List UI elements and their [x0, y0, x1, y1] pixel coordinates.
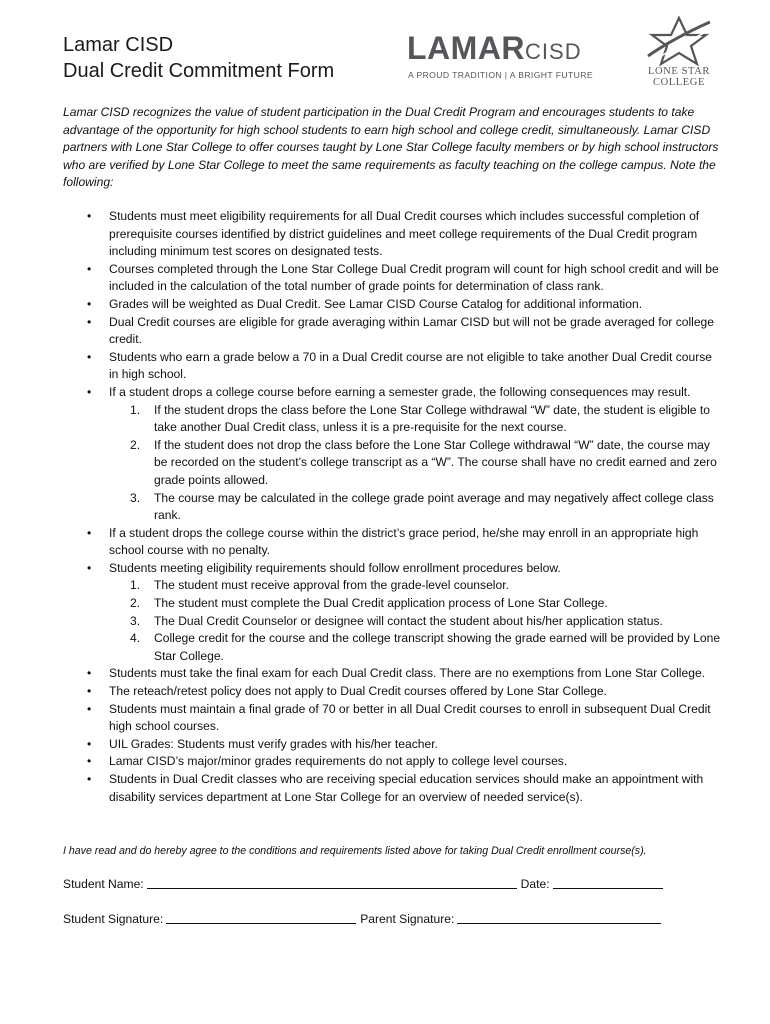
sub-list-text: College credit for the course and the college transcript showing the grade earned will be provided by Lone Star College. — [154, 631, 721, 663]
list-item-text: If a student drops the college course within the district’s grace period, he/she may enroll in an appropriate high school course with no penalty. — [109, 525, 699, 558]
sub-list — [109, 402, 723, 525]
bullet-icon: • — [87, 296, 92, 311]
lamar-cisd-logo — [407, 30, 607, 82]
student-name-row — [63, 876, 667, 891]
date-label: Date: — [520, 877, 550, 891]
bullet-icon: • — [87, 209, 92, 223]
bullet-icon: • — [87, 349, 92, 364]
list-item — [63, 314, 723, 349]
list-item-text: Students must meet eligibility requirements for all Dual Credit courses which includes successful completion of prerequisite courses identified by district guidelines and meet college requirements of the Dual Credit program including minimum test scores on designated tests. — [109, 209, 700, 259]
requirements-list — [63, 208, 723, 806]
list-item-text: Courses completed through the Lone Star College Dual Credit program will count for high school credit and will be included in the calculation of the total number of grade points for determination of class rank. — [109, 261, 719, 294]
student-name-field[interactable] — [147, 876, 517, 889]
lamar-tagline: A PROUD TRADITION | A BRIGHT FUTURE — [408, 70, 593, 80]
date-field[interactable] — [553, 876, 663, 889]
title-line-2: Dual Credit Commitment Form — [63, 60, 335, 82]
list-item-text: Students in Dual Credit classes who are receiving special education services should make an appointment with disability services department at Lone Star College for an overview of needed service(s). — [109, 772, 704, 804]
list-item — [63, 208, 723, 261]
lamar-wordmark-big: LAMAR — [407, 30, 526, 66]
sub-list-number: 2. — [130, 437, 141, 452]
list-item-text: Students must take the final exam for each Dual Credit class. There are no exemptions from Lone Star College. — [109, 666, 706, 681]
lone-star-college-logo — [636, 16, 722, 88]
bullet-icon: • — [87, 666, 92, 681]
agreement-statement: I have read and do hereby agree to the conditions and requirements listed above for taking Dual Credit enrollment course(s). — [63, 845, 647, 857]
sub-list-text: If the student drops the class before the Lone Star College withdrawal “W” date, the student is eligible to take another Dual Credit class, unless it is a pre-requisite for the next course. — [154, 402, 710, 435]
bullet-icon: • — [87, 261, 92, 276]
list-item-text: Students must maintain a final grade of 70 or better in all Dual Credit courses to enroll in subsequent Dual Credit high school courses. — [109, 701, 711, 734]
list-item — [63, 683, 723, 701]
bullet-icon: • — [87, 314, 92, 329]
list-item-text: Grades will be weighted as Dual Credit. See Lamar CISD Course Catalog for additional information. — [109, 296, 643, 311]
list-item-text: The reteach/retest policy does not apply to Dual Credit courses offered by Lone Star College. — [109, 684, 607, 699]
list-item — [63, 296, 723, 314]
sub-list-number: 4. — [130, 631, 141, 646]
sub-list-item — [63, 437, 723, 490]
bullet-icon: • — [87, 525, 92, 540]
sub-list-item — [63, 630, 723, 665]
list-item — [63, 349, 723, 384]
lamar-wordmark-small: CISD — [525, 39, 582, 64]
sub-list-number: 1. — [130, 402, 141, 417]
sub-list — [109, 577, 723, 665]
list-item — [63, 753, 723, 771]
sub-list-number: 1. — [130, 578, 141, 593]
list-item — [63, 525, 723, 560]
sub-list-item — [63, 402, 723, 437]
list-item — [63, 736, 723, 754]
list-item-text: Lamar CISD’s major/minor grades requirements do not apply to college level courses. — [109, 754, 568, 769]
bullet-icon: • — [87, 736, 92, 751]
bullet-icon: • — [87, 560, 92, 575]
bullet-icon: • — [87, 684, 92, 699]
sub-list-item — [63, 595, 723, 613]
sub-list-text: The Dual Credit Counselor or designee will contact the student about his/her application status. — [154, 613, 663, 628]
title-line-1: Lamar CISD — [63, 34, 174, 56]
sub-list-text: The course may be calculated in the college grade point average and may negatively affect college class rank. — [154, 490, 714, 523]
page-title — [63, 32, 334, 84]
sub-list-number: 2. — [130, 596, 141, 611]
bullet-icon: • — [87, 772, 92, 786]
list-item — [63, 261, 723, 296]
student-name-label: Student Name: — [63, 877, 144, 891]
list-item — [63, 771, 723, 806]
sub-list-text: The student must receive approval from the grade-level counselor. — [154, 578, 509, 593]
sub-list-item — [63, 613, 723, 631]
lamar-wordmark — [407, 30, 582, 67]
intro-paragraph: Lamar CISD recognizes the value of student participation in the Dual Credit Program and encourages students to take advantage of the opportunity for high school students to earn high school and college credit, simultaneously. Lamar CISD partners with Lone Star College to offer courses taught by Lone Star College faculty members or by high school instructors who are verified by Lone Star College to meet the same requirements as faculty teaching on the college campus. Note the following: — [63, 105, 719, 190]
list-item — [63, 665, 723, 683]
lsc-line-2: COLLEGE — [652, 77, 706, 88]
sub-list-text: The student must complete the Dual Credit application process of Lone Star College. — [154, 596, 608, 611]
sub-list-number: 3. — [130, 490, 141, 505]
list-item — [63, 560, 723, 666]
list-item-text: UIL Grades: Students must verify grades with his/her teacher. — [109, 736, 438, 751]
bullet-icon: • — [87, 384, 92, 399]
sub-list-item — [63, 577, 723, 595]
bullet-icon: • — [87, 701, 92, 716]
star-icon — [644, 16, 714, 66]
sub-list-item — [63, 490, 723, 525]
student-signature-field[interactable] — [166, 911, 356, 924]
parent-signature-field[interactable] — [457, 911, 661, 924]
list-item — [63, 384, 723, 525]
list-item-text: Dual Credit courses are eligible for grade averaging within Lamar CISD but will not be grade averaged for college credit. — [109, 314, 715, 347]
lsc-line-1: LONE STAR — [647, 66, 711, 77]
signature-row — [63, 911, 665, 926]
list-item — [63, 701, 723, 736]
sub-list-number: 3. — [130, 613, 141, 628]
bullet-icon: • — [87, 754, 92, 769]
sub-list-text: If the student does not drop the class before the Lone Star College withdrawal “W” date, the course may be recorded on the student’s college transcript as a “W”. The course shall have no credit earned and zero grade points allowed. — [154, 437, 717, 487]
list-item-text: If a student drops a college course before earning a semester grade, the following consequences may result. — [109, 384, 691, 399]
parent-signature-label: Parent Signature: — [360, 912, 455, 926]
list-item-text: Students who earn a grade below a 70 in a Dual Credit course are not eligible to take another Dual Credit course in high school. — [109, 349, 713, 382]
list-item-text: Students meeting eligibility requirements should follow enrollment procedures below. — [109, 560, 561, 575]
student-signature-label: Student Signature: — [63, 912, 164, 926]
